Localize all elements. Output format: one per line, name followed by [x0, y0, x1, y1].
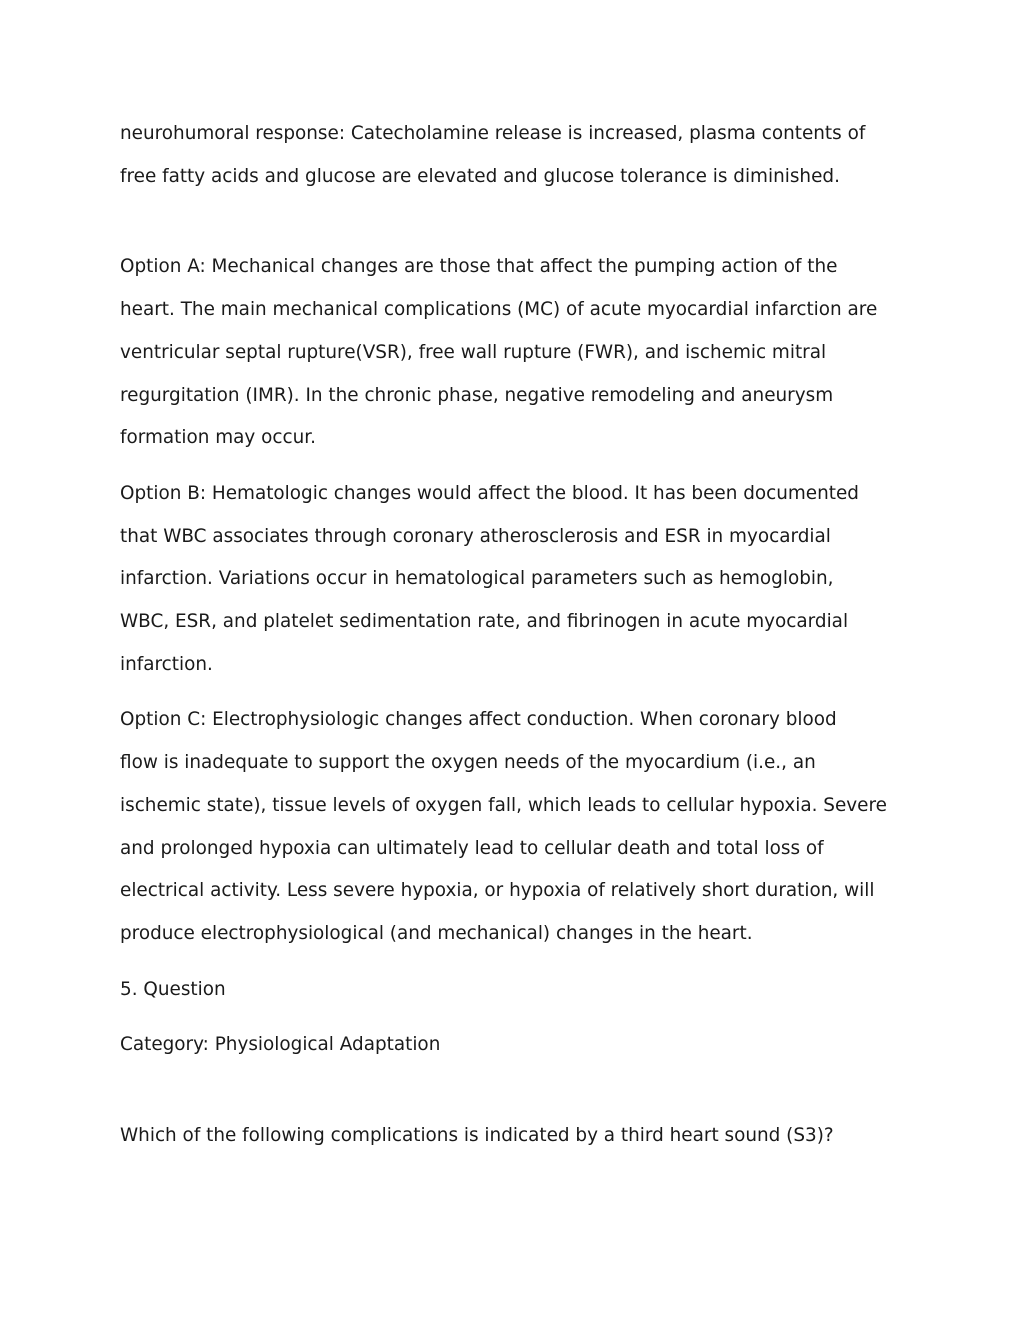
option-b-line: that WBC associates through coronary atherosclerosis and ESR in myocardial [120, 525, 831, 547]
option-c-line: flow is inadequate to support the oxygen needs of the myocardium (i.e., an [120, 752, 816, 774]
option-a-line: Option A: Mechanical changes are those that affect the pumping action of the [120, 256, 838, 278]
option-c-line: ischemic state), tissue levels of oxygen fall, which leads to cellular hypoxia. Severe [120, 794, 887, 816]
option-a-line: formation may occur. [120, 427, 316, 449]
intro-line: free fatty acids and glucose are elevated and glucose tolerance is diminished. [120, 165, 840, 187]
option-b-line: WBC, ESR, and platelet sedimentation rate, and fibrinogen in acute myocardial [120, 611, 849, 633]
question-text: Which of the following complications is indicated by a third heart sound (S3)? [120, 1125, 834, 1147]
question-number: 5. Question [120, 978, 226, 1000]
document-page [120, 113, 910, 1171]
option-c-line: produce electrophysiological (and mechanical) changes in the heart. [120, 922, 753, 944]
intro-line: neurohumoral response: Catecholamine release is increased, plasma contents of [120, 123, 866, 144]
option-c-line: and prolonged hypoxia can ultimately lead to cellular death and total loss of [120, 837, 824, 859]
intro-paragraph [120, 113, 910, 198]
option-b-line: infarction. Variations occur in hematological parameters such as hemoglobin, [120, 568, 834, 590]
option-c-paragraph [120, 699, 910, 955]
option-c-line: electrical activity. Less severe hypoxia, or hypoxia of relatively short duration, will [120, 880, 875, 902]
option-a-paragraph [120, 246, 910, 460]
option-b-line: Option B: Hematologic changes would affect the blood. It has been documented [120, 482, 859, 504]
question-category: Category: Physiological Adaptation [120, 1034, 441, 1056]
option-c-line: Option C: Electrophysiologic changes affect conduction. When coronary blood [120, 709, 837, 731]
option-b-line: infarction. [120, 653, 213, 675]
option-a-line: ventricular septal rupture(VSR), free wall rupture (FWR), and ischemic mitral [120, 341, 827, 363]
option-a-line: regurgitation (IMR). In the chronic phase, negative remodeling and aneurysm [120, 384, 834, 406]
option-b-paragraph [120, 473, 910, 687]
option-a-line: heart. The main mechanical complications (MC) of acute myocardial infarction are [120, 299, 878, 321]
